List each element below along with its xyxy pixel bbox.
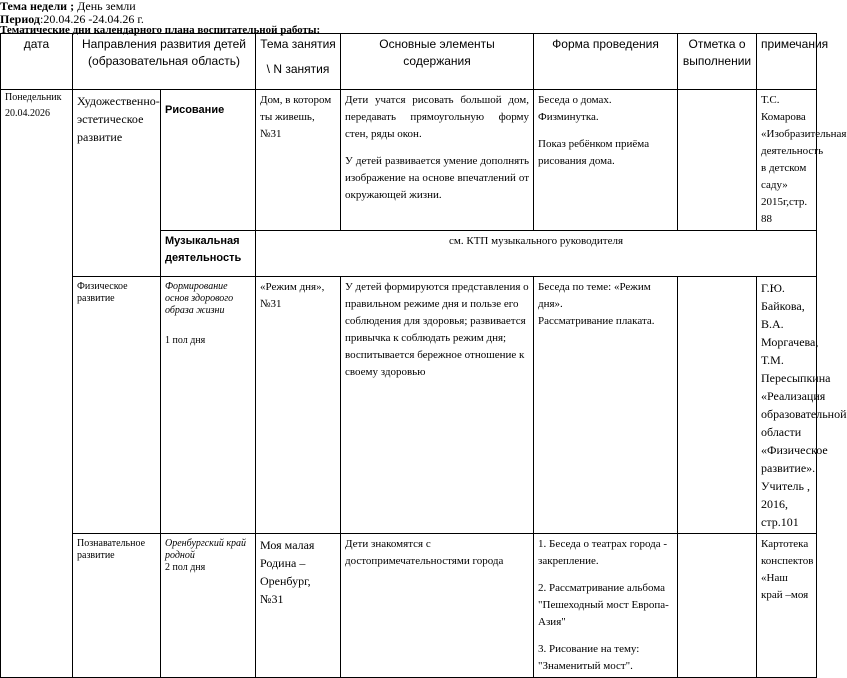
week-value: День земли <box>74 0 136 13</box>
music-content: см. КТП музыкального руководителя <box>256 231 817 277</box>
phys-form-1: Беседа по теме: «Режим дня». <box>538 281 651 310</box>
phys-topic: «Режим дня», №31 <box>256 277 341 534</box>
art-activity: Рисование <box>161 90 256 231</box>
period-value: :20.04.26 -24.04.26 г. <box>39 12 144 26</box>
art-content-1: Дети учатся рисовать большой дом, передавать прямоугольную форму стен, ряды окон. <box>345 94 530 140</box>
cog-area: Познавательное развитие <box>73 534 161 678</box>
cog-form <box>534 534 678 678</box>
cog-topic: Моя малая Родина – Оренбург, №31 <box>256 534 341 678</box>
cog-form-1: 1. Беседа о театрах города - закрепление. <box>538 538 668 567</box>
cog-form-3: 3. Рисование на тему: "Знаменитый мост". <box>538 643 640 672</box>
day-cell <box>1 90 73 678</box>
cog-note: Картотека конспектов «Наш край –моя <box>757 534 817 678</box>
phys-area: Физическое развитие <box>73 277 161 534</box>
period-label: Период <box>0 12 40 26</box>
phys-activity-1: Формирование основ здорового образа жизни <box>165 281 234 316</box>
col-date: дата <box>1 34 73 90</box>
day-date: 20.04.2026 <box>5 108 50 119</box>
cog-form-2: 2. Рассматривание альбома "Пешеходный мост Европа-Азия" <box>538 582 669 628</box>
col-direction: Направления развития детей (образовательная область) <box>73 34 256 90</box>
art-form-1: Беседа о домах. <box>538 94 612 106</box>
table-row-phys <box>1 277 817 534</box>
music-activity: Музыкальная деятельность <box>161 231 256 277</box>
phys-activity-2: 1 пол дня <box>165 335 206 346</box>
art-form <box>534 90 678 231</box>
art-mark <box>678 90 757 231</box>
phys-form <box>534 277 678 534</box>
col-form: Форма проведения <box>534 34 678 90</box>
art-content <box>341 90 534 231</box>
col-topic <box>256 34 341 90</box>
phys-form-2: Рассматривание плаката. <box>538 315 655 327</box>
plan-label: Тематические дни календарного плана воспитательной работы: <box>0 24 321 36</box>
col-content: Основные элементы содержания <box>341 34 534 90</box>
week-label: Тема недели ; <box>0 0 75 13</box>
table-row-art <box>1 90 817 231</box>
art-content-2: У детей развивается умение дополнять изображение на основе впечатлений от окружающей жизни. <box>345 155 530 201</box>
plan-table <box>0 33 847 678</box>
cog-activity-2: 2 пол дня <box>165 562 206 573</box>
art-note: Т.С. Комарова «Изобразительная деятельность в детском саду» 2015г,стр. 88 <box>757 90 817 231</box>
col-note: примечания <box>757 34 817 90</box>
table-row-cog <box>1 534 817 678</box>
day-name: Понедельник <box>5 92 62 103</box>
cog-content: Дети знакомятся с достопримечательностями города <box>341 534 534 678</box>
phys-activity <box>161 277 256 534</box>
phys-note: Г.Ю. Байкова, В.А. Моргачева, Т.М. Пересыпкина «Реализация образовательной области «Физическое развитие». Учитель , 2016, стр.101 <box>757 277 817 534</box>
phys-mark <box>678 277 757 534</box>
table-header-row <box>1 34 817 90</box>
art-area: Художественно-эстетическое развитие <box>73 90 161 277</box>
phys-content: У детей формируются представления о правильном режиме дня и пользе его соблюдения для здоровья; развивается привычка к соблюдать режим дня; воспитывается бережное отношение к своему здоровью <box>341 277 534 534</box>
art-form-3: Показ ребёнком приёма рисования дома. <box>538 138 650 167</box>
cog-activity <box>161 534 256 678</box>
cog-activity-1: Оренбургский край родной <box>165 538 247 561</box>
col-topic-title: Тема занятия <box>260 37 336 51</box>
col-topic-sub: \ N занятия <box>266 62 330 76</box>
col-mark: Отметка о выполнении <box>678 34 757 90</box>
cog-mark <box>678 534 757 678</box>
art-topic: Дом, в котором ты живешь, №31 <box>256 90 341 231</box>
art-form-2: Физминутка. <box>538 111 599 123</box>
